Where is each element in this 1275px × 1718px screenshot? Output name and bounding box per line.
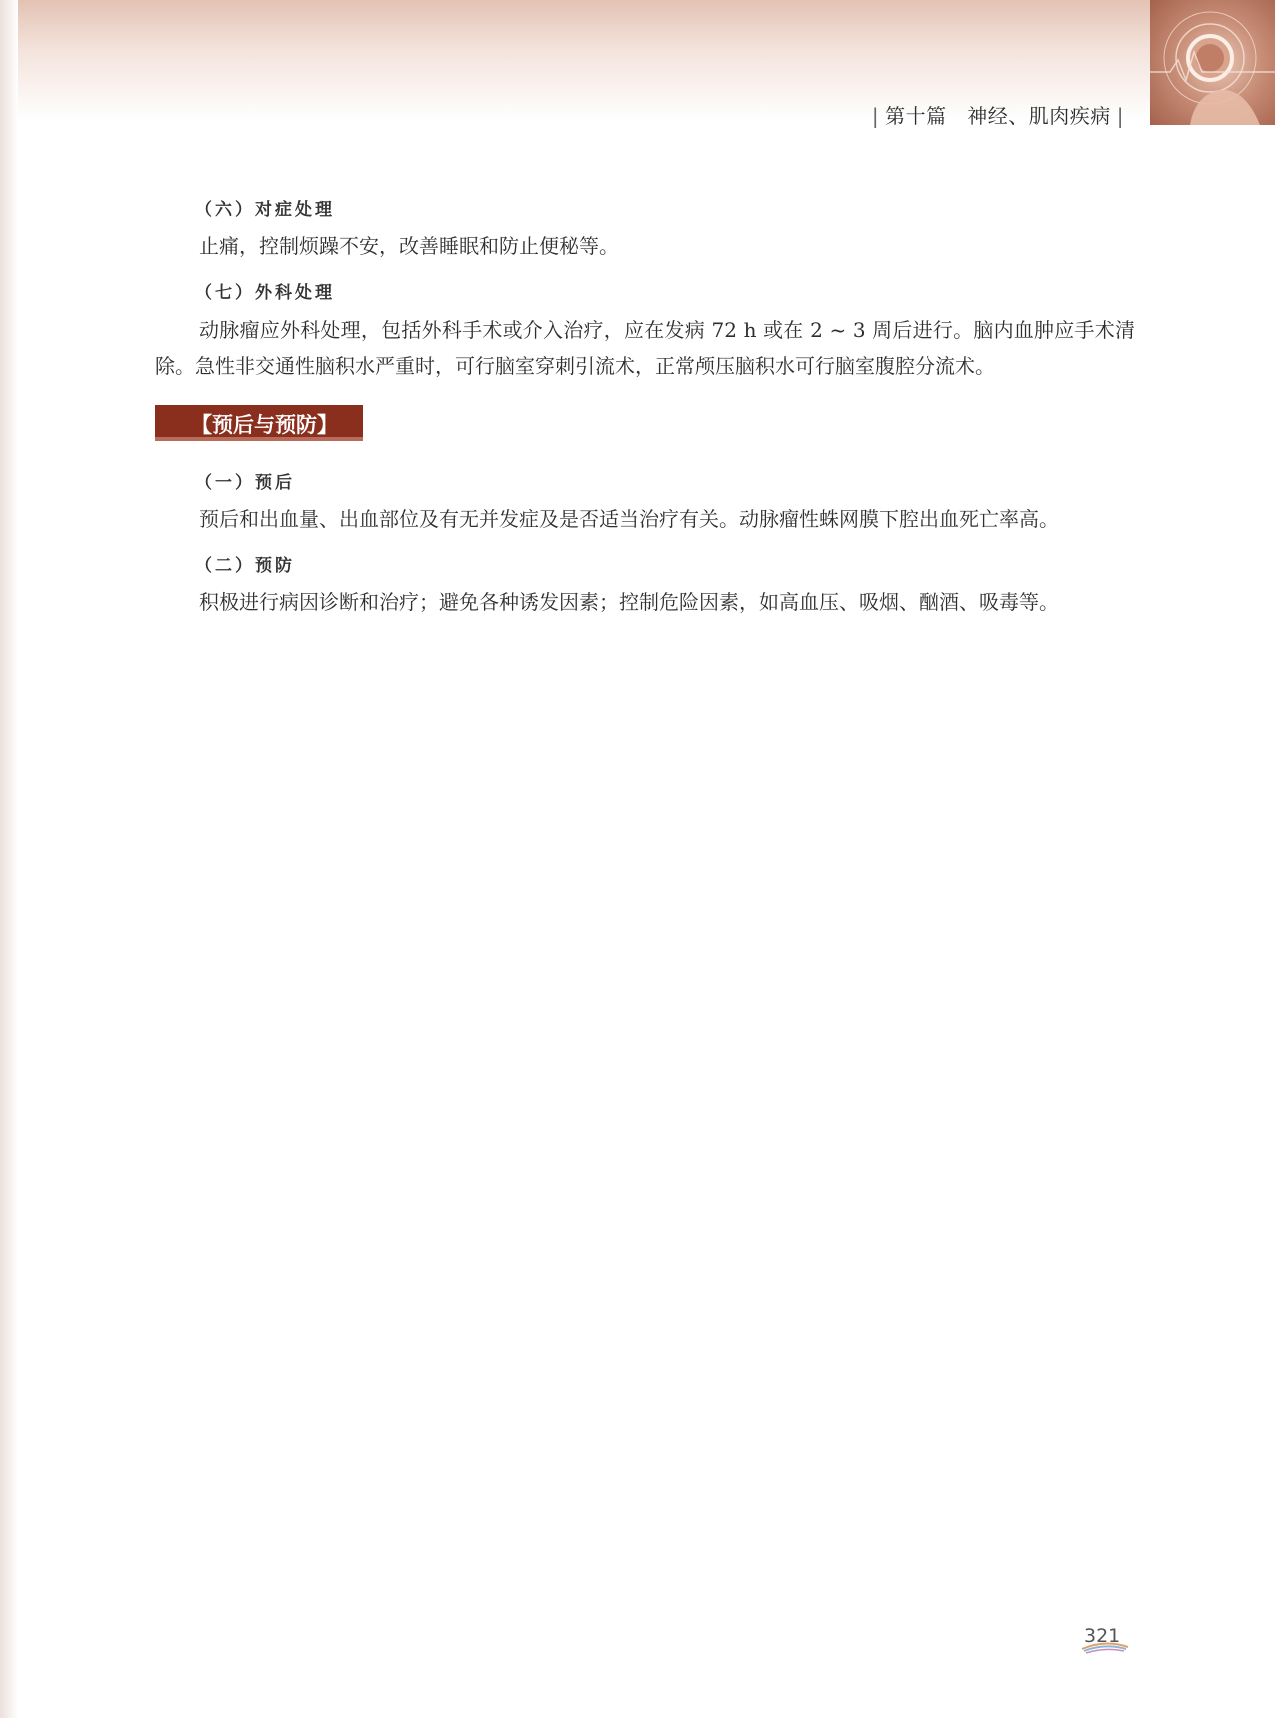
header-divider-left: | [871,104,880,128]
subsection-heading-prevention: （二）预防 [195,556,295,576]
section-heading-surgical: （七）外科处理 [195,283,335,303]
header-divider-right: | [1116,104,1124,128]
section-heading-symptomatic: （六）对症处理 [195,200,335,220]
header-part: 第十篇 [885,104,947,128]
section-banner-title: 【预后与预防】 [191,413,338,437]
stethoscope-photo [1150,0,1275,125]
page-number-text: 321 [1084,1625,1121,1647]
page-number [1080,1625,1130,1655]
paragraph-symptomatic: 止痛，控制烦躁不安，改善睡眠和防止便秘等。 [199,234,619,258]
section-banner [155,405,363,441]
stethoscope-icon [1150,0,1275,125]
header-title: 神经、肌肉疾病 [967,104,1111,128]
paragraph-prognosis: 预后和出血量、出血部位及有无并发症及是否适当治疗有关。动脉瘤性蛛网膜下腔出血死亡率高。 [199,507,1059,531]
paragraph-surgical: 动脉瘤应外科处理，包括外科手术或介入治疗，应在发病 72 h 或在 2 ~ 3 周后进行。脑内血肿应手术清除。急性非交通性脑积水严重时，可行脑室穿刺引流术，正常颅压脑积水可行脑室腹腔分流术。 [155,318,1135,378]
running-header [866,100,1130,129]
page-edge-shadow [0,0,18,1718]
paragraph-prevention: 积极进行病因诊断和治疗；避免各种诱发因素；控制危险因素，如高血压、吸烟、酗酒、吸毒等。 [199,590,1059,614]
subsection-heading-prognosis: （一）预后 [195,473,295,493]
